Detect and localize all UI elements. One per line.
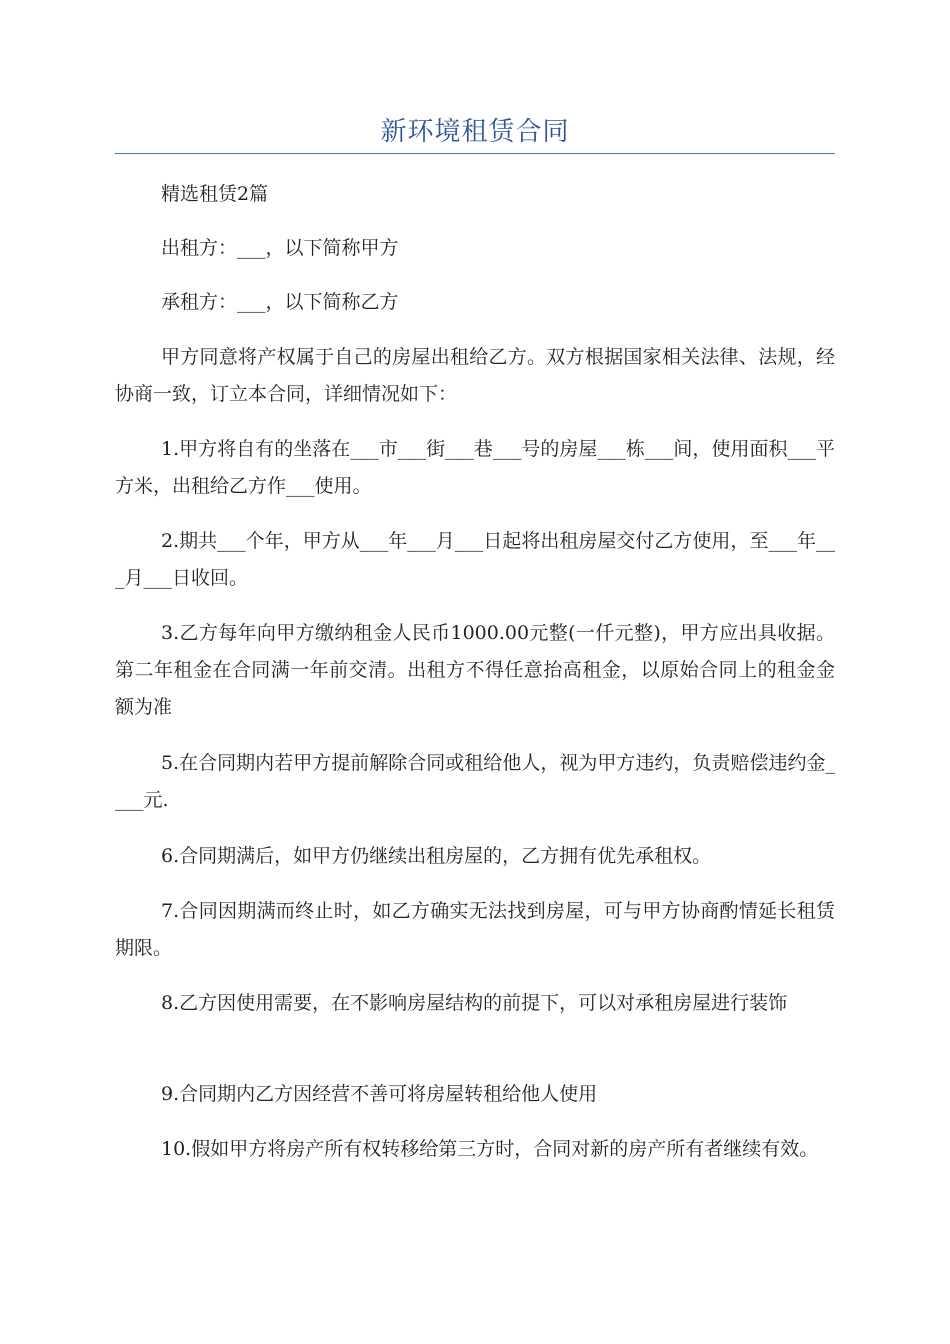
paragraph-clause-10: 10.假如甲方将房产所有权转移给第三方时，合同对新的房产所有者继续有效。 xyxy=(161,1138,819,1160)
paragraph-lessee: 承租方：___，以下简称乙方 xyxy=(161,291,399,313)
paragraph-subtitle: 精选租赁2篇 xyxy=(161,183,269,205)
paragraph-clause-1: 1.甲方将自有的坐落在___市___街___巷___号的房屋___栋___间，使用面积___平方米，出租给乙方作___使用。 xyxy=(115,438,835,497)
paragraph-clause-3: 3.乙方每年向甲方缴纳租金人民币1000.00元整(一仟元整)，甲方应出具收据。第二年租金在合同满一年前交清。出租方不得任意抬高租金，以原始合同上的租金金额为准 xyxy=(115,622,835,718)
paragraph-preamble: 甲方同意将产权属于自己的房屋出租给乙方。双方根据国家相关法律、法规，经协商一致，订立本合同，详细情况如下： xyxy=(115,346,835,405)
document-title: 新环境租赁合同 xyxy=(380,117,570,147)
paragraph-lessor: 出租方：___，以下简称甲方 xyxy=(161,237,399,259)
paragraph-clause-5: 5.在合同期内若甲方提前解除合同或租给他人，视为甲方违约，负责赔偿违约金____元. xyxy=(115,752,835,811)
paragraph-clause-8: 8.乙方因使用需要，在不影响房屋结构的前提下，可以对承租房屋进行装饰 xyxy=(161,992,788,1014)
title-underline xyxy=(115,153,835,154)
paragraph-clause-6: 6.合同期满后，如甲方仍继续出租房屋的，乙方拥有优先承租权。 xyxy=(161,845,712,867)
paragraph-clause-2: 2.期共___个年，甲方从___年___月___日起将出租房屋交付乙方使用，至___年___月___日收回。 xyxy=(115,530,835,589)
paragraph-clause-7: 7.合同因期满而终止时，如乙方确实无法找到房屋，可与甲方协商酌情延长租赁期限。 xyxy=(115,900,835,959)
paragraph-clause-9: 9.合同期内乙方因经营不善可将房屋转租给他人使用 xyxy=(161,1083,598,1105)
